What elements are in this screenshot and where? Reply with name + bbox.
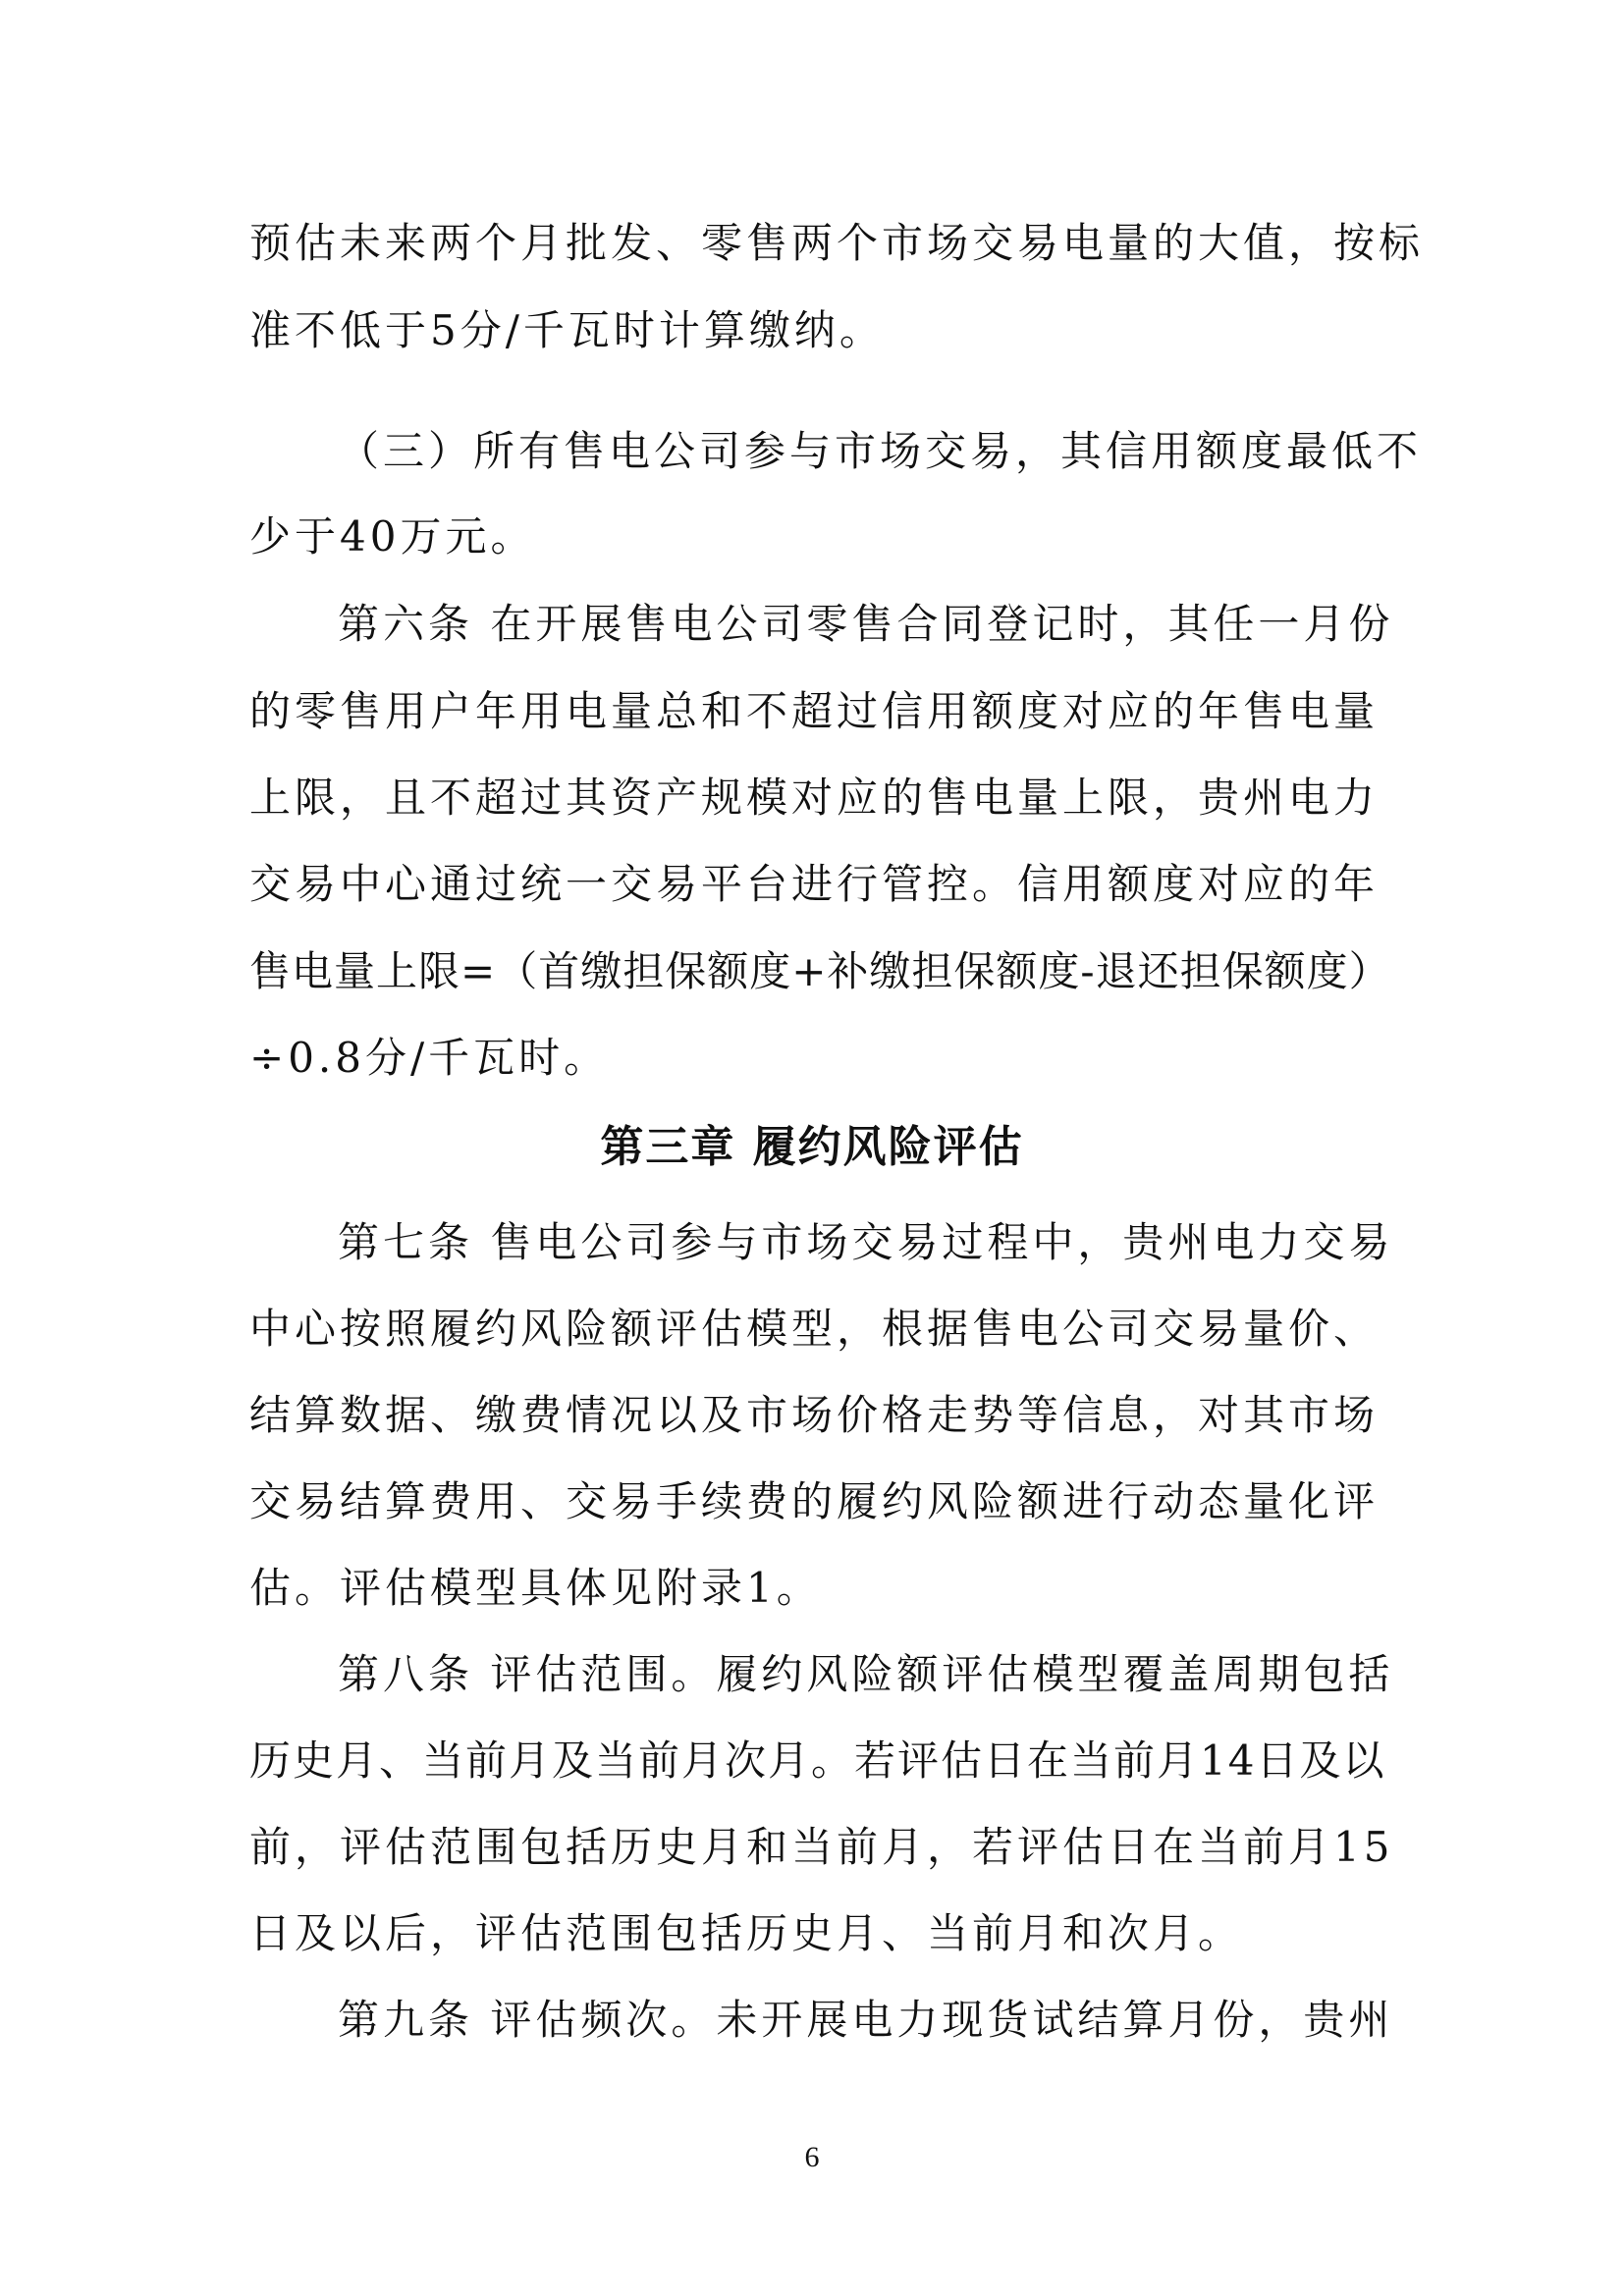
- body-text-line: 第九条 评估频次。未开展电力现货试结算月份，贵州: [338, 1996, 1394, 2044]
- body-text-line: 交易中心通过统一交易平台进行管控。信用额度对应的年: [249, 860, 1380, 908]
- body-text-line: 第八条 评估范围。履约风险额评估模型覆盖周期包括: [338, 1650, 1394, 1698]
- body-text-line: 历史月、当前月及当前月次月。若评估日在当前月14日及以: [249, 1736, 1386, 1785]
- body-text-line: （三）所有售电公司参与市场交易，其信用额度最低不: [338, 427, 1423, 475]
- body-text-line: 中心按照履约风险额评估模型，根据售电公司交易量价、: [249, 1305, 1380, 1353]
- body-text-line: 预估未来两个月批发、零售两个市场交易电量的大值，按标: [249, 219, 1425, 267]
- page-number: 6: [804, 2141, 820, 2173]
- body-text-line: 少于40万元。: [249, 512, 536, 561]
- body-text-line: 第七条 售电公司参与市场交易过程中，贵州电力交易: [338, 1218, 1394, 1266]
- body-text-line: 售电量上限=（首缴担保额度+补缴担保额度-退还担保额度）: [249, 947, 1391, 995]
- body-text-line: 估。评估模型具体见附录1。: [249, 1564, 822, 1612]
- body-text-line: ÷0.8分/千瓦时。: [249, 1034, 610, 1082]
- body-text-line: 准不低于5分/千瓦时计算缴纳。: [249, 306, 885, 354]
- body-text-line: 第六条 在开展售电公司零售合同登记时，其任一月份: [338, 600, 1394, 648]
- body-text-line: 交易结算费用、交易手续费的履约风险额进行动态量化评: [249, 1477, 1380, 1525]
- body-text-line: 日及以后，评估范围包括历史月、当前月和次月。: [249, 1909, 1244, 1957]
- body-text-line: 前，评估范围包括历史月和当前月，若评估日在当前月15: [249, 1823, 1394, 1871]
- body-text-line: 的零售用户年用电量总和不超过信用额度对应的年售电量: [249, 687, 1380, 735]
- chapter-heading: 第三章 履约风险评估: [600, 1122, 1024, 1172]
- body-text-line: 结算数据、缴费情况以及市场价格走势等信息，对其市场: [249, 1391, 1380, 1439]
- body-text-line: 上限，且不超过其资产规模对应的售电量上限，贵州电力: [249, 774, 1380, 822]
